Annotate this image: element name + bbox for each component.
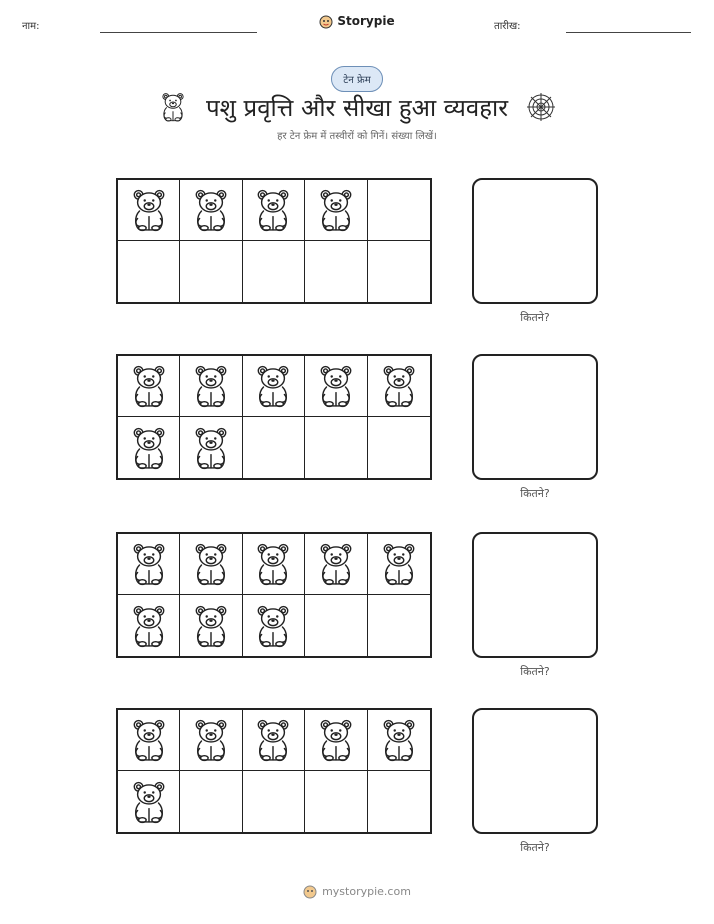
bear-icon	[317, 188, 355, 232]
frame-cell	[243, 710, 305, 771]
bear-icon	[192, 188, 230, 232]
frame-cell	[118, 180, 180, 241]
frame-cell	[180, 595, 242, 656]
ten-frame-4	[116, 708, 432, 834]
frame-cell	[305, 356, 367, 417]
answer-box-1[interactable]	[472, 178, 598, 304]
ten-frame-1	[116, 178, 432, 304]
bear-icon	[254, 718, 292, 762]
frame-cell	[243, 356, 305, 417]
bear-icon	[130, 426, 168, 470]
frame-cell	[368, 417, 430, 478]
title-row	[0, 88, 714, 128]
footer-site: mystorypie.com	[322, 884, 411, 898]
frame-cell	[305, 241, 367, 302]
frame-cell	[243, 180, 305, 241]
frame-cell	[118, 534, 180, 595]
storypie-logo-icon	[303, 884, 317, 898]
worksheet-tag: टेन फ्रेम	[331, 66, 383, 92]
footer	[0, 884, 714, 898]
name-line[interactable]	[100, 32, 257, 33]
frame-cell	[243, 771, 305, 832]
frame-cell	[118, 417, 180, 478]
frame-cell	[368, 771, 430, 832]
bear-icon	[317, 542, 355, 586]
bear-icon	[130, 364, 168, 408]
frame-cell	[243, 241, 305, 302]
bear-icon	[130, 604, 168, 648]
bear-icon	[380, 718, 418, 762]
frame-cell	[243, 595, 305, 656]
frame-cell	[368, 710, 430, 771]
bear-icon	[192, 364, 230, 408]
frame-cell	[118, 595, 180, 656]
frame-cell	[368, 534, 430, 595]
bear-icon	[254, 364, 292, 408]
date-label: तारीख:	[494, 21, 521, 32]
frame-cell	[305, 534, 367, 595]
bear-icon	[130, 780, 168, 824]
frame-cell	[305, 180, 367, 241]
bear-icon	[192, 542, 230, 586]
answer-prompt: कितने?	[520, 841, 550, 854]
frame-cell	[180, 241, 242, 302]
bear-icon	[380, 364, 418, 408]
bear-icon	[192, 604, 230, 648]
frame-cell	[118, 710, 180, 771]
bear-icon	[130, 542, 168, 586]
bear-icon	[380, 542, 418, 586]
spider-web-icon	[526, 92, 556, 122]
frame-cell	[305, 417, 367, 478]
frame-cell	[118, 241, 180, 302]
bear-icon	[192, 426, 230, 470]
frame-cell	[243, 534, 305, 595]
brand-name: Storypie	[337, 14, 395, 28]
bear-icon	[130, 718, 168, 762]
frame-cell	[368, 356, 430, 417]
answer-box-3[interactable]	[472, 532, 598, 658]
frame-cell	[305, 595, 367, 656]
bear-icon	[192, 718, 230, 762]
page-title: पशु प्रवृत्ति और सीखा हुआ व्यवहार	[205, 94, 509, 122]
date-line[interactable]	[566, 32, 691, 33]
bear-icon	[254, 604, 292, 648]
answer-prompt: कितने?	[520, 311, 550, 324]
frame-cell	[180, 417, 242, 478]
frame-cell	[180, 771, 242, 832]
name-label: नाम:	[22, 21, 40, 32]
bear-icon	[130, 188, 168, 232]
bear-icon	[317, 364, 355, 408]
frame-cell	[243, 417, 305, 478]
ten-frame-2	[116, 354, 432, 480]
bear-icon	[254, 542, 292, 586]
answer-prompt: कितने?	[520, 487, 550, 500]
frame-cell	[368, 180, 430, 241]
frame-cell	[180, 710, 242, 771]
bear-icon	[317, 718, 355, 762]
frame-cell	[118, 771, 180, 832]
answer-prompt: कितने?	[520, 665, 550, 678]
frame-cell	[368, 241, 430, 302]
frame-cell	[305, 710, 367, 771]
frame-cell	[368, 595, 430, 656]
answer-box-4[interactable]	[472, 708, 598, 834]
frame-cell	[180, 356, 242, 417]
ten-frame-3	[116, 532, 432, 658]
instruction: हर टेन फ्रेम में तस्वीरों को गिनें। संख्या लिखें।	[277, 131, 437, 142]
bear-icon	[254, 188, 292, 232]
storypie-logo-icon	[319, 14, 333, 28]
frame-cell	[118, 356, 180, 417]
brand	[0, 14, 714, 28]
frame-cell	[180, 534, 242, 595]
frame-cell	[305, 771, 367, 832]
answer-box-2[interactable]	[472, 354, 598, 480]
frame-cell	[180, 180, 242, 241]
